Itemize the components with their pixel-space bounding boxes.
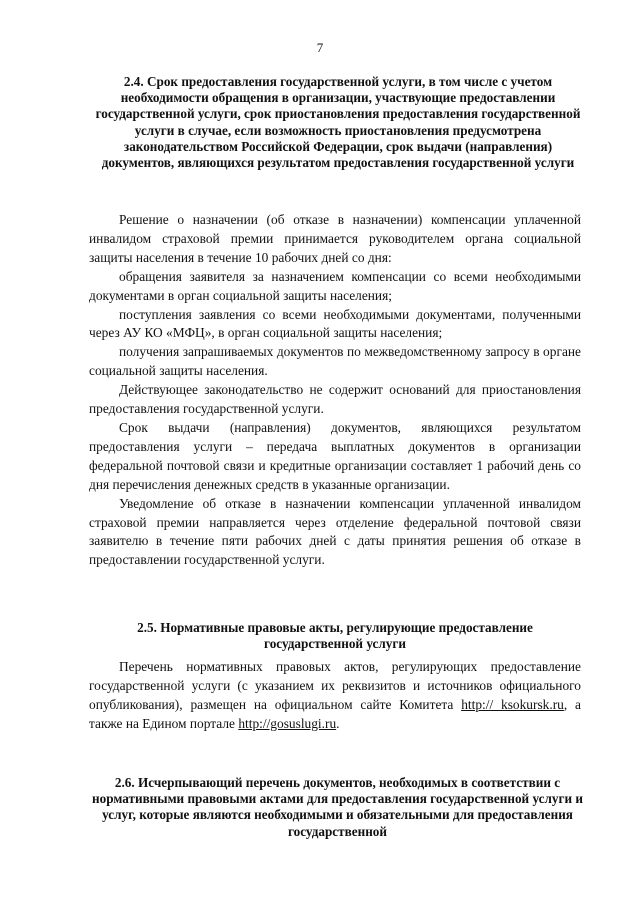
paragraph: Действующее законодательство не содержит оснований для приостановления предоставления государственной услуги.	[89, 382, 581, 417]
paragraph-text: Перечень нормативных правовых актов, регулирующих предоставление государственной услуги (с указанием их реквизитов и источников официального опубликования), размещен на официальном сайте Комитета	[89, 659, 581, 712]
section-2-5-body	[89, 658, 581, 734]
section-2-5-heading: 2.5. Нормативные правовые акты, регулирующие предоставление государственной услуги	[137, 620, 533, 652]
page-number: 7	[316, 40, 324, 55]
section-2-4-body	[89, 211, 581, 570]
paragraph: Срок выдачи (направления) документов, являющихся результатом предоставления услуги – передача выплатных документов в организации федеральной почтовой связи и кредитные организации составляет 1 рабочий день со дня перечисления денежных средств в указанные организации.	[89, 419, 581, 492]
paragraph	[89, 658, 581, 734]
gosuslugi-portal-link[interactable]: http://gosuslugi.ru	[238, 715, 337, 731]
committee-site-link[interactable]: http:// ksokursk.ru	[461, 696, 564, 712]
paragraph-text: , а также на Едином портале	[89, 696, 581, 731]
paragraph: Решение о назначении (об отказе в назначении) компенсации уплаченной инвалидом страховой премии принимается руководителем органа социальной защиты населения в течение 10 рабочих дней со дня:	[89, 212, 581, 265]
section-2-4-heading: 2.4. Срок предоставления государственной услуги, в том числе с учетом необходимости обращения в организации, участвующие предоставлении государственной услуги, срок приостановления предоставления государственной услуги в случае, если возможность приостановления предусмотрена законодательством Российской Федерации, срок выдачи (направления) документов, являющихся результатом предоставления государственной услуги	[95, 74, 581, 171]
paragraph: обращения заявителя за назначением компенсации со всеми необходимыми документами в орган социальной защиты населения;	[89, 268, 581, 303]
paragraph: поступления заявления со всеми необходимыми документами, полученными через АУ КО «МФЦ», в орган социальной защиты населения;	[89, 306, 581, 341]
paragraph-text: .	[336, 715, 340, 731]
section-2-6-heading: 2.6. Исчерпывающий перечень документов, необходимых в соответствии с нормативными правовыми актами для предоставления государственной услуги и услуг, которые являются необходимыми и обязательными для предоставления государственной	[92, 775, 583, 839]
paragraph: получения запрашиваемых документов по межведомственному запросу в органе социальной защиты населения.	[89, 344, 581, 379]
paragraph: Уведомление об отказе в назначении компенсации уплаченной инвалидом страховой премии направляется через отделение федеральной почтовой связи заявителю в течение пяти рабочих дней с даты принятия решения об отказе в предоставлении государственной услуги.	[89, 495, 581, 568]
